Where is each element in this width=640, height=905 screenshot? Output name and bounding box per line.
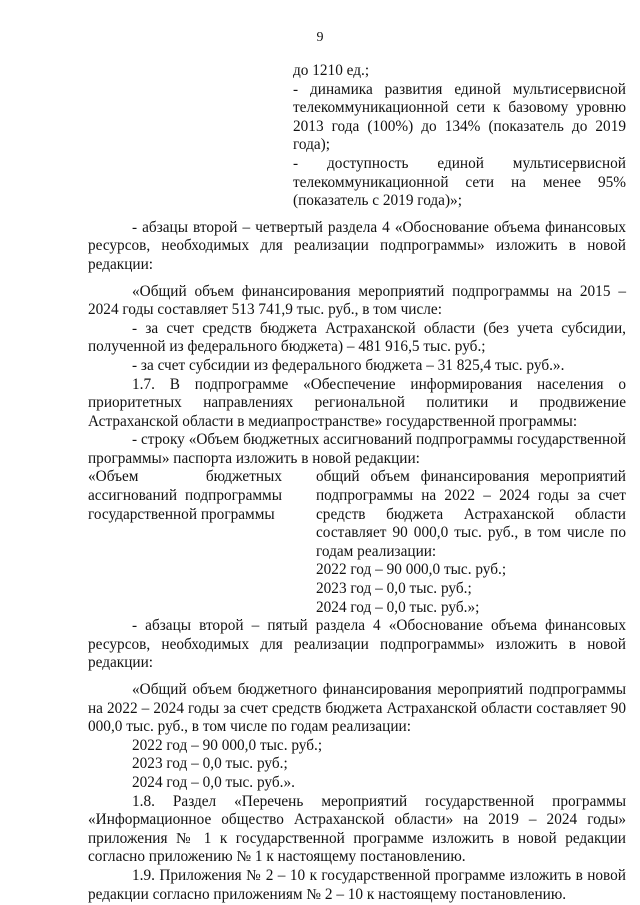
paragraph: 1.7. В подпрограмме «Обеспечение информирования населения о приоритетных направлениях региональной политики и продвижение Астраханской области в медиапространстве» государственной программы: — [88, 375, 626, 430]
document-body — [88, 62, 626, 904]
paragraph: - абзацы второй – пятый раздела 4 «Обоснование объема финансовых ресурсов, необходимых для реализации подпрограммы» изложить в новой редакции: — [88, 617, 626, 672]
passport-value — [316, 468, 626, 617]
passport-label: «Объем бюджетных ассигнований подпрограммы государственной программы — [88, 468, 282, 523]
passport-row — [88, 468, 626, 617]
paragraph: - за счет средств бюджета Астраханской области (без учета субсидии, полученной из федерального бюджета) – 481 916,5 тыс. руб.; — [88, 319, 626, 356]
paragraph: - строку «Объем бюджетных ассигнований подпрограммы государственной программы» паспорта изложить в новой редакции: — [88, 431, 626, 467]
year-line: 2023 год – 0,0 тыс. руб.; — [132, 755, 288, 773]
passport-year: 2022 год – 90 000,0 тыс. руб.; — [316, 561, 507, 579]
year-line: 2024 год – 0,0 тыс. руб.». — [132, 773, 295, 791]
indicator-line: - динамика развития единой мультисервисной телекоммуникационной сети к базовому уровню 2013 года (100%) до 134% (показатель до 2019 года); — [293, 80, 626, 154]
paragraph: «Общий объем финансирования мероприятий подпрограммы на 2015 – 2024 годы составляет 513 741,9 тыс. руб., в том числе: — [88, 282, 626, 319]
year-line: 2022 год – 90 000,0 тыс. руб.; — [132, 736, 323, 754]
paragraph: - за счет субсидии из федерального бюджета – 31 825,4 тыс. руб.». — [132, 356, 565, 374]
passport-text: общий объем финансирования мероприятий подпрограммы на 2022 – 2024 годы за счет средств бюджета Астраханской области составляет 90 000,0 тыс. руб., в том числе по годам реализации: — [316, 468, 626, 560]
passport-year: 2023 год – 0,0 тыс. руб.; — [316, 580, 472, 598]
indicator-line: до 1210 ед.; — [293, 62, 370, 79]
paragraph: - абзацы второй – четвертый раздела 4 «Обоснование объема финансовых ресурсов, необходимых для реализации подпрограммы» изложить в новой редакции: — [88, 218, 626, 273]
paragraph: «Общий объем бюджетного финансирования мероприятий подпрограммы на 2022 – 2024 годы за счет средств бюджета Астраханской области составляет 90 000,0 тыс. руб., в том числе по годам реализации: — [88, 681, 626, 736]
indicator-list — [293, 62, 626, 211]
paragraph: 1.8. Раздел «Перечень мероприятий государственной программы «Информационное общество Астраханской области» на 2019 – 2024 годы» приложения № 1 к государственной программе изложить в новой редакции согласно приложению № 1 к настоящему постановлению. — [88, 792, 626, 866]
indicator-line: - доступность единой мультисервисной телекоммуникационной сети на менее 95% (показатель с 2019 года)»; — [293, 154, 626, 210]
paragraph: 1.9. Приложения № 2 – 10 к государственной программе изложить в новой редакции согласно приложениям № 2 – 10 к настоящему постановлению. — [88, 866, 626, 903]
years-list — [88, 737, 626, 793]
page-number: 9 — [316, 30, 324, 45]
passport-year: 2024 год – 0,0 тыс. руб.»; — [316, 598, 480, 616]
